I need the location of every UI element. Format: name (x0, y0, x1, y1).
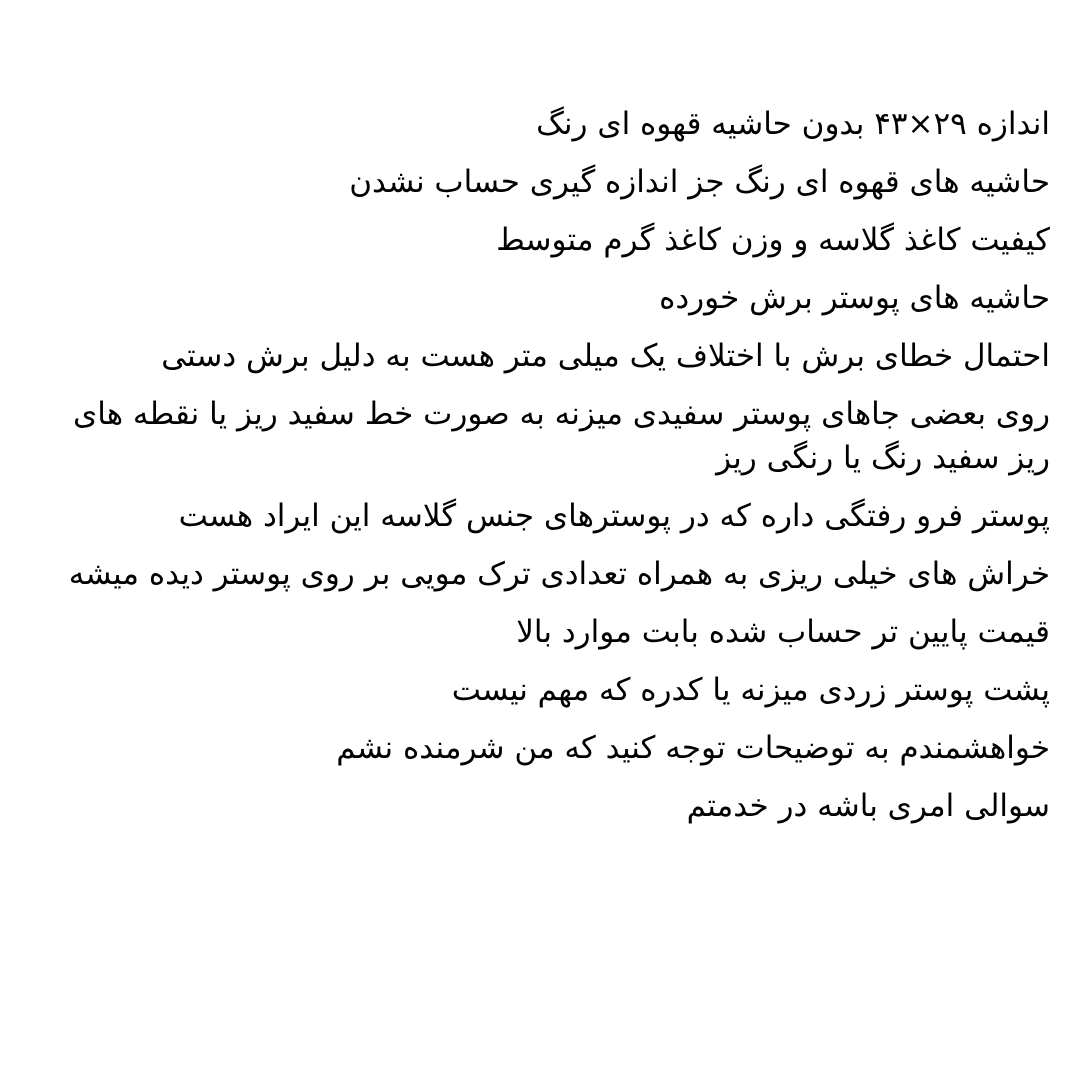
description-line-cut-edges: حاشیه های پوستر برش خورده (659, 280, 1050, 316)
description-line-cut-error: احتمال خطای برش با اختلاف یک میلی متر هست به دلیل برش دستی (161, 338, 1050, 374)
description-line-paper-quality: کیفیت کاغذ گلاسه و وزن کاغذ گرم متوسط (496, 222, 1050, 258)
description-line-border: حاشیه های قهوه ای رنگ جز اندازه گیری حساب نشدن (349, 164, 1050, 200)
description-line-scratches: خراش های خیلی ریزی به همراه تعدادی ترک مویی بر روی پوستر دیده میشه (68, 556, 1050, 592)
description-line-questions: سوالی امری باشه در خدمتم (686, 788, 1050, 824)
description-line-size: اندازه ۲۹×۴۳ بدون حاشیه قهوه ای رنگ (536, 106, 1050, 142)
description-line-white-spots: روی بعضی جاهای پوستر سفیدی میزنه به صورت خط سفید ریز یا نقطه های ریز سفید رنگ یا رنگی ریز (72, 396, 1050, 476)
description-line-price-note: قیمت پایین تر حساب شده بابت موارد بالا (516, 614, 1050, 650)
description-line-request: خواهشمندم به توضیحات توجه کنید که من شرمنده نشم (336, 730, 1050, 766)
description-line-dents: پوستر فرو رفتگی داره که در پوسترهای جنس گلاسه این ایراد هست (178, 498, 1050, 534)
description-line-back-yellowing: پشت پوستر زردی میزنه یا کدره که مهم نیست (451, 672, 1050, 708)
product-description (40, 102, 1050, 842)
